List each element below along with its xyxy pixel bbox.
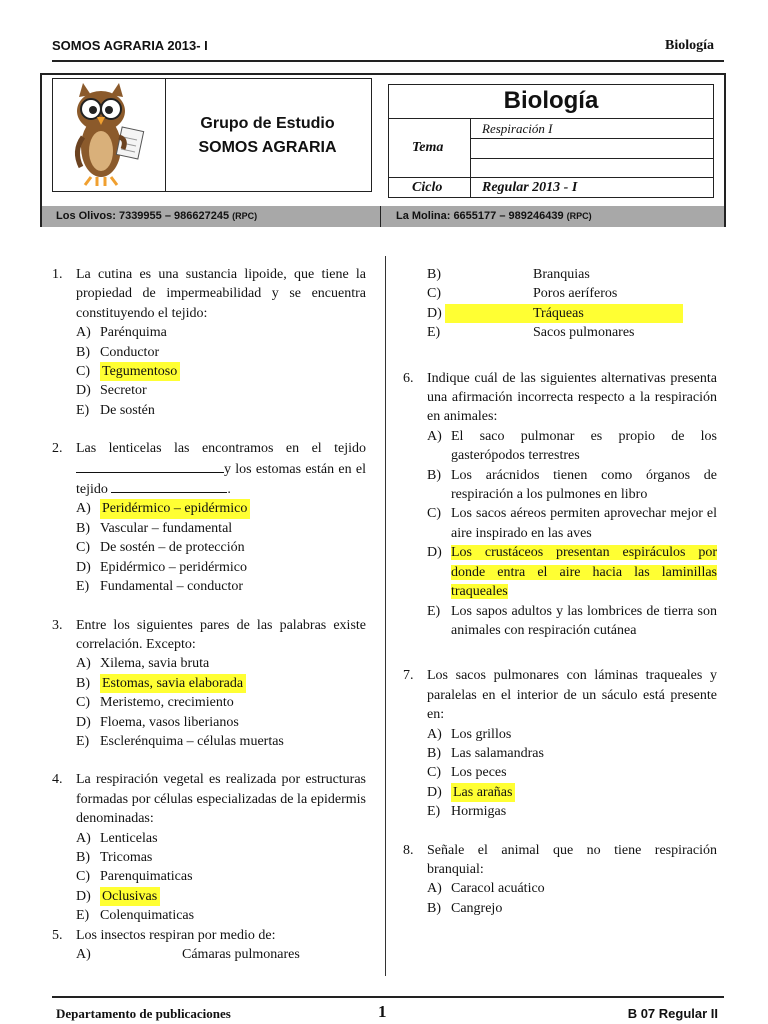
question-6 [403,369,717,641]
option-letter: E) [76,908,90,924]
question-number: 6. [403,370,414,386]
tema-value: Respiración I [482,121,553,136]
question-text: Los insectos respiran por medio de: [76,927,276,943]
question-number: 4. [52,772,63,788]
group-title [165,112,370,160]
fill-blank [111,479,227,493]
question-4 [52,770,366,925]
option-letter: B) [427,467,441,483]
option-text: Los arácnidos tienen como órganos de respiración a los pulmones en libro [451,467,717,503]
question-1 [52,265,366,420]
option-text-highlighted: Tráqueas [445,304,683,323]
option-text: Colenquimaticas [100,908,195,924]
option-text: Las salamandras [451,745,544,761]
option-letter: D) [427,784,442,800]
option-text: Hormigas [451,804,507,820]
option-letter: A) [76,501,91,517]
option-text-highlighted: Oclusivas [100,887,160,906]
option-letter: E) [76,579,90,595]
group-line1: Grupo de Estudio [200,115,335,132]
contact-left-main: Los Olivos: 7339955 – 986627245 [56,210,233,222]
option-text: Poros aeríferos [533,286,618,302]
doc-header-right: Biología [664,38,714,53]
option-text: Los sacos aéreos permiten aprovechar mejor el aire inspirado en las aves [451,506,717,541]
footer-rule [52,996,724,998]
option-letter: A) [427,428,442,444]
option-letter: C) [427,286,441,302]
option-letter: D) [76,714,91,730]
option-text: Branquias [533,267,590,282]
question-3 [52,616,366,752]
tema-line-1 [470,138,714,139]
question-number: 8. [403,842,414,858]
option-letter: D) [76,383,91,399]
contact-divider [380,206,381,227]
option-letter: C) [76,540,90,556]
option-text: Conductor [100,344,160,360]
option-letter: C) [427,765,441,781]
option-text: De sostén – de protección [100,540,245,556]
option-letter: B) [427,267,441,282]
ciclo-divider [388,177,714,178]
question-8 [403,841,717,919]
option-text: El saco pulmonar es propio de los gasterópodos terrestres [451,428,717,464]
option-text: De sostén [100,402,155,418]
option-letter: E) [76,733,90,749]
column-divider [385,256,386,976]
tema-line-2 [470,158,714,159]
owl-mascot-icon [53,79,166,191]
option-text: Caracol acuático [451,881,545,897]
option-letter: E) [427,325,441,341]
left-column [52,265,366,964]
question-text: Entre los siguientes pares de las palabras existe correlación. Excepto: [76,617,366,652]
option-letter: A) [76,947,91,962]
option-text: Sacos pulmonares [533,325,635,341]
option-text: Fundamental – conductor [100,579,244,595]
option-letter: A) [76,656,91,672]
footer-code: B 07 Regular II [627,1006,718,1021]
option-letter: C) [76,695,90,711]
fill-blank [76,459,224,473]
question-text: La respiración vegetal es realizada por estructuras formadas por células especializadas de la epidermis denominadas: [76,772,366,827]
option-letter: D) [76,888,91,904]
option-letter: D) [76,559,91,575]
option-text-highlighted [451,543,717,601]
contact-los-olivos [56,210,257,222]
question-text-a: Las lenticelas las encontramos en el tejido [76,441,366,457]
option-text-highlighted: Tegumentoso [100,362,180,381]
footer-department: Departamento de publicaciones [56,1006,231,1021]
option-letter: D) [427,545,442,561]
question-number: 2. [52,441,63,457]
question-5-continued [403,265,717,343]
option-text: Parenquimaticas [100,869,193,885]
option-text: Floema, vasos liberianos [100,714,239,730]
doc-header-left: SOMOS AGRARIA 2013- I [52,38,208,53]
question-7 [403,666,717,821]
contact-left-tag: (RPC) [232,211,258,221]
logo-frame [52,78,166,192]
contact-right-tag: (RPC) [566,211,592,221]
group-line2: SOMOS AGRARIA [198,139,337,156]
option-letter: E) [76,402,90,418]
option-text-highlighted: Peridérmico – epidérmico [100,499,250,518]
option-letter: B) [76,520,90,536]
option-text: Meristemo, crecimiento [100,695,234,711]
question-number: 1. [52,267,63,282]
label-divider [470,118,471,198]
option-text: Los grillos [451,726,512,742]
option-text-highlighted: Estomas, savia elaborada [100,674,246,693]
question-5 [52,926,366,965]
question-text-c: . [227,482,231,498]
option-text: Parénquima [100,325,167,341]
option-letter: E) [427,603,441,619]
question-number: 5. [52,927,63,943]
subject-divider [388,118,714,119]
option-text: Los sapos adultos y las lombrices de tierra son animales con respiración cutánea [451,603,717,638]
option-text: Xilema, savia bruta [100,656,210,672]
ciclo-value: Regular 2013 - I [482,180,578,195]
ciclo-label: Ciclo [412,180,443,195]
option-text: Esclerénquima – células muertas [100,733,284,749]
question-2 [52,439,366,596]
option-text: Epidérmico – peridérmico [100,559,247,575]
subject-title: Biología [503,87,599,114]
option-text: Cámaras pulmonares [182,947,300,962]
option-letter: D) [427,305,442,321]
question-text: La cutina es una sustancia lipoide, que tiene la propiedad de impermeabilidad y se encuentra constituyendo el tejido: [76,267,366,321]
option-letter: A) [427,881,442,897]
header-rule [52,60,724,62]
contact-la-molina [396,210,592,222]
question-number: 7. [403,668,414,684]
question-number: 3. [52,617,63,633]
question-text: Indique cuál de las siguientes alternativas presenta una afirmación incorrecta respecto a la respiración en animales: [427,370,717,425]
option-text: Secretor [100,383,147,399]
option-letter: B) [427,745,441,761]
option-letter: B) [76,849,90,865]
option-letter: A) [76,325,91,341]
option-letter: A) [427,726,442,742]
page-number: 1 [378,1002,387,1021]
option-letter: A) [76,830,91,846]
option-letter: B) [76,344,90,360]
question-text-b: y los estomas están en el tejido [76,461,366,498]
tema-label: Tema [412,140,444,155]
option-text: Tricomas [100,849,153,865]
option-text-highlighted: Las arañas [451,783,515,802]
highlight-text: Los crustáceos presentan espiráculos por donde entra el aire hacia las laminillas traqueales [451,545,717,600]
option-letter: B) [427,900,441,916]
contact-right-main: La Molina: 6655177 – 989246439 [396,210,567,222]
right-column [403,265,717,918]
question-text [76,439,366,499]
option-text: Los peces [451,765,507,781]
question-text: Los sacos pulmonares con láminas traqueales y paralelas en el interior de un sáculo está presente en: [427,668,717,723]
option-text: Vascular – fundamental [100,520,233,536]
option-text: Lenticelas [100,830,158,846]
option-letter: B) [76,675,90,691]
option-text: Cangrejo [451,900,503,916]
option-letter: E) [427,804,441,820]
option-letter: C) [76,364,90,380]
option-letter: C) [427,506,441,522]
question-text: Señale el animal que no tiene respiración branquial: [427,842,717,877]
option-letter: C) [76,869,90,885]
